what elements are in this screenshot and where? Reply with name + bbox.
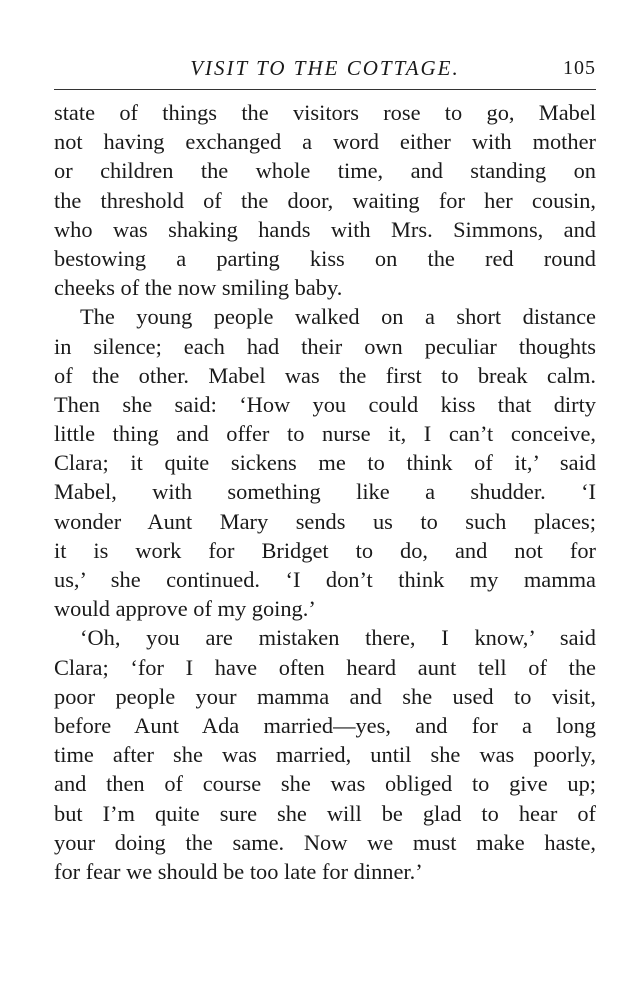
- text-line: for fear we should be too late for dinner.’: [54, 858, 423, 884]
- text-line: your doing the same. Now we must make haste,: [54, 829, 596, 855]
- text-line: who was shaking hands with Mrs. Simmons, and: [54, 216, 596, 242]
- text-line: it is work for Bridget to do, and not for: [54, 537, 596, 563]
- text-line: before Aunt Ada married—yes, and for a long: [54, 712, 596, 738]
- body-text: [54, 98, 596, 886]
- text-line: or children the whole time, and standing on: [54, 158, 596, 184]
- text-line: Clara; ‘for I have often heard aunt tell of the: [54, 654, 596, 680]
- text-line: and then of course she was obliged to give up;: [54, 771, 596, 797]
- text-line: wonder Aunt Mary sends us to such places;: [54, 508, 596, 534]
- text-line: cheeks of the now smiling baby.: [54, 275, 343, 301]
- text-line: bestowing a parting kiss on the red round: [54, 245, 596, 271]
- text-line: not having exchanged a word either with mother: [54, 129, 596, 155]
- text-line: state of things the visitors rose to go, Mabel: [54, 100, 596, 125]
- text-line: of the other. Mabel was the first to break calm.: [54, 362, 596, 388]
- running-title: VISIT TO THE COTTAGE.: [190, 56, 460, 80]
- text-line: The young people walked on a short distance: [80, 304, 596, 330]
- text-line: Mabel, with something like a shudder. ‘I: [54, 479, 596, 505]
- text-line: ‘Oh, you are mistaken there, I know,’ said: [80, 625, 596, 651]
- text-line: would approve of my going.’: [54, 596, 316, 622]
- paragraph-3: [54, 623, 596, 886]
- text-line: Clara; it quite sickens me to think of it,’ said: [54, 450, 596, 476]
- paragraph-2: [54, 302, 596, 623]
- text-line: time after she was married, until she was poorly,: [54, 742, 596, 768]
- paragraph-1: [54, 98, 596, 302]
- text-line: little thing and offer to nurse it, I can’t conceive,: [54, 421, 596, 447]
- text-line: Then she said: ‘How you could kiss that dirty: [54, 391, 596, 417]
- text-line: but I’m quite sure she will be glad to hear of: [54, 800, 596, 826]
- text-line: in silence; each had their own peculiar thoughts: [54, 333, 596, 359]
- text-line: poor people your mamma and she used to visit,: [54, 683, 596, 709]
- header-rule: [54, 89, 596, 90]
- running-head: [54, 56, 596, 86]
- text-line: us,’ she continued. ‘I don’t think my mamma: [54, 567, 596, 592]
- text-line: the threshold of the door, waiting for her cousin,: [54, 187, 596, 213]
- page-number: 105: [563, 57, 596, 79]
